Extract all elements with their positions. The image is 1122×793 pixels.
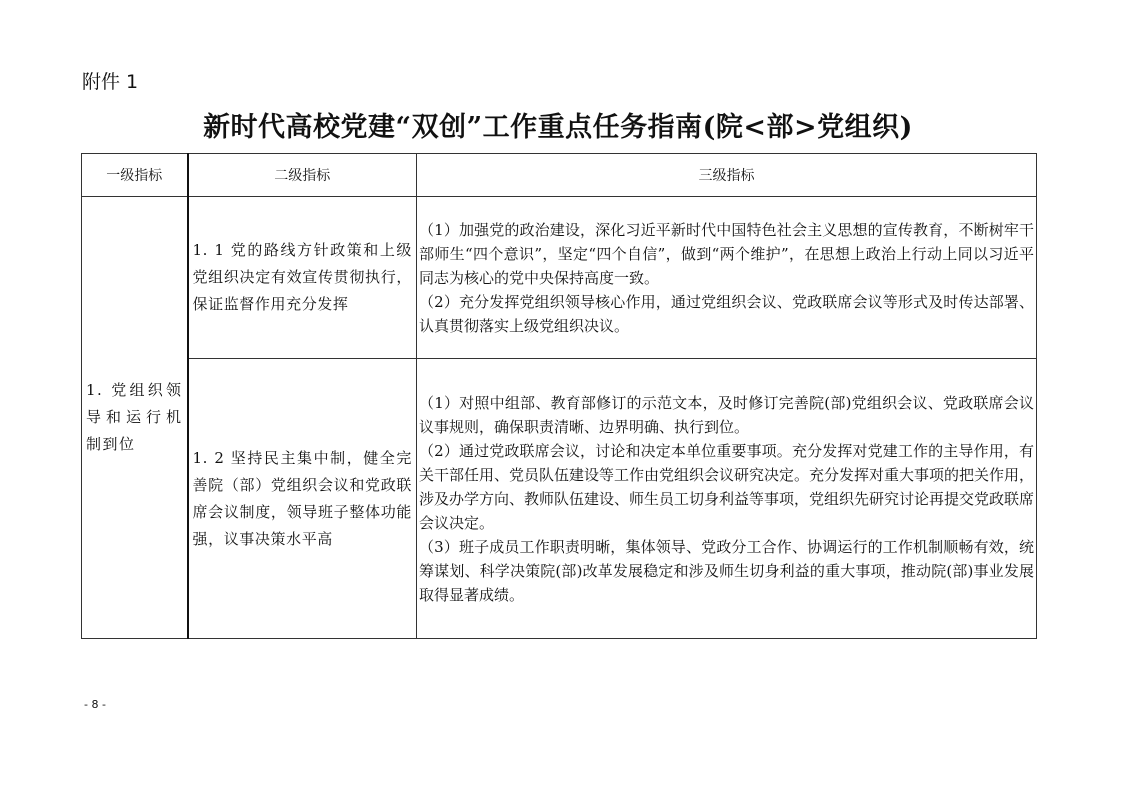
header-level2: 二级指标 (188, 154, 417, 197)
level2-indicator: 1. 2 坚持民主集中制，健全完善院（部）党组织会议和党政联席会议制度，领导班子整体功能强，议事决策水平高 (188, 359, 417, 639)
page-number: - 8 - (84, 698, 106, 711)
level3-indicators (417, 197, 1037, 359)
task-guide-table (81, 153, 1037, 639)
level2-indicator: 1. 1 党的路线方针政策和上级党组织决定有效宣传贯彻执行，保证监督作用充分发挥 (188, 197, 417, 359)
table-row (82, 197, 1037, 359)
level3-indicators (417, 359, 1037, 639)
level1-indicator: 1. 党组织领导和运行机制到位 (82, 197, 188, 639)
level3-item: （2）充分发挥党组织领导核心作用，通过党组织会议、党政联席会议等形式及时传达部署、认真贯彻落实上级党组织决议。 (419, 292, 1034, 335)
level3-item: （2）通过党政联席会议，讨论和决定本单位重要事项。充分发挥对党建工作的主导作用，有关干部任用、党员队伍建设等工作由党组织会议研究决定。充分发挥对重大事项的把关作用，涉及办学方向、教师队伍建设、师生员工切身利益等事项，党组织先研究讨论再提交党政联席会议决定。 (419, 441, 1035, 532)
header-level3: 三级指标 (417, 154, 1037, 197)
level3-item: （1）对照中组部、教育部修订的示范文本，及时修订完善院(部)党组织会议、党政联席会议议事规则，确保职责清晰、边界明确、执行到位。 (419, 393, 1034, 436)
table-header-row (82, 154, 1037, 197)
document-title: 新时代高校党建“双创”工作重点任务指南(院<部>党组织) (203, 112, 913, 143)
level3-item: （1）加强党的政治建设，深化习近平新时代中国特色社会主义思想的宣传教育，不断树牢干部师生“四个意识”，坚定“四个自信”，做到“两个维护”，在思想上政治上行动上同以习近平同志为核心的党中央保持高度一致。 (419, 220, 1034, 287)
attachment-label: 附件 1 (82, 71, 139, 93)
table-row (82, 359, 1037, 639)
header-level1: 一级指标 (82, 154, 188, 197)
level3-item: （3）班子成员工作职责明晰，集体领导、党政分工合作、协调运行的工作机制顺畅有效，统筹谋划、科学决策院(部)改革发展稳定和涉及师生切身利益的重大事项，推动院(部)事业发展取得显著成绩。 (419, 537, 1034, 604)
